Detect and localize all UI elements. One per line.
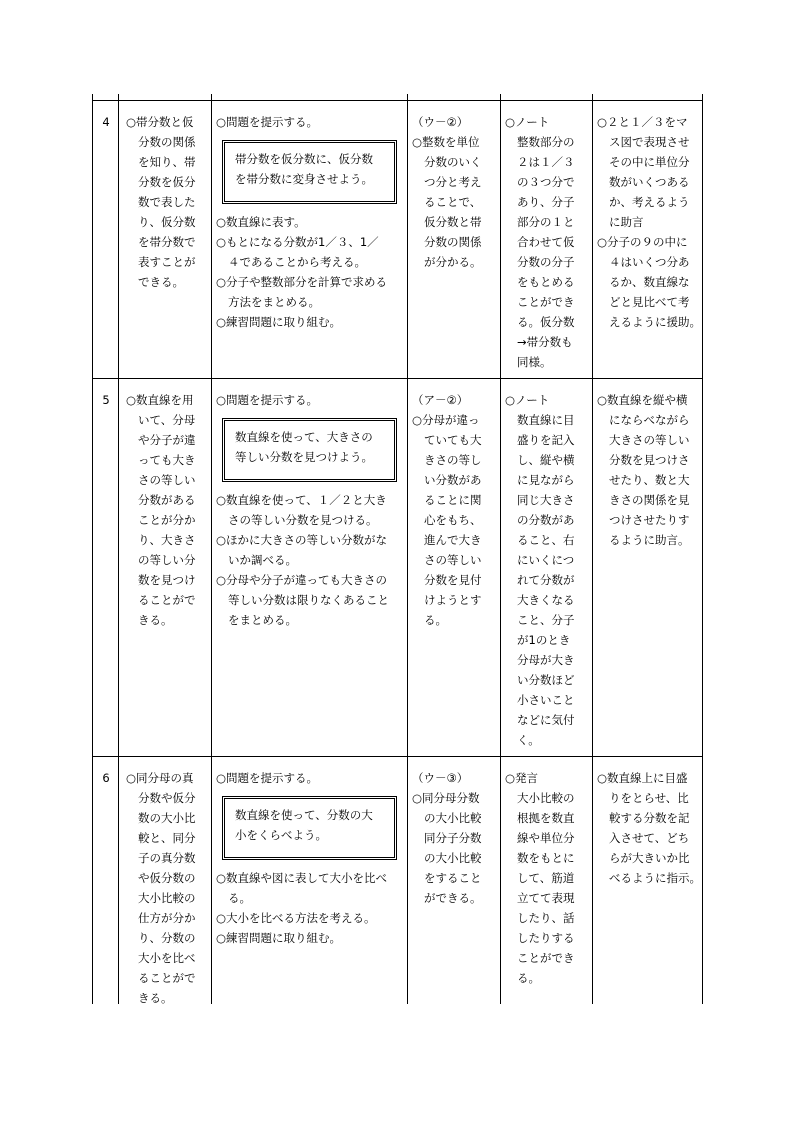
row-divider	[92, 378, 703, 379]
table-divider	[211, 94, 212, 1004]
table-divider	[500, 94, 501, 1004]
evaluation-criteria-cell: （ウ－②） ○整数を単位 分数のいく つ分と考え ることで、 仮分数と帯 分数の関係 が分かる。	[412, 115, 482, 269]
table-divider	[407, 94, 408, 1004]
evaluation-criteria-cell: （ウ－③） ○同分母分数 の大小比較 同分子分数 の大小比較 をすること ができる。	[412, 771, 482, 905]
row-number: 5	[102, 393, 110, 407]
objective-cell: ○同分母の真 分数や仮分 数の大小比 較と、同分 子の真分数 や仮分数の 大小比較の 仕方が分か り、分数の 大小を比べ ることがで きる。	[126, 771, 196, 1005]
task-box: 帯分数を仮分数に、仮分数 を帯分数に変身させよう。	[222, 140, 397, 204]
evaluation-method-cell: ○ノート 整数部分の ２は１／３ の３つ分で あり、分子 部分の１と 合わせて仮 分数の分子 をもとめる ことができ る。仮分数 →帯分数も 同様。	[505, 115, 575, 369]
table-border-right	[702, 94, 703, 1004]
table-border-left	[92, 94, 93, 1004]
row-number: 4	[102, 115, 110, 129]
evaluation-criteria-cell: （ア－②） ○分母が違っ ていても大 きさの等し い分数があ ることに関 心をもち、 進んで大き さの等しい 分数を見付 けようとす る。	[412, 393, 482, 627]
objective-cell: ○数直線を用 いて、分母 や分子が違 っても大き さの等しい 分数がある ことが分か り、大きさ の等しい分 数を見つけ ることがで きる。	[126, 393, 196, 627]
support-cell: ○数直線を縦や横 にならべながら 大きさの等しい 分数を見つけさ せたり、数と大 きさの関係を見 つけさせたりす るように助言。	[597, 393, 690, 547]
table-divider	[118, 94, 119, 1004]
row-divider	[92, 100, 703, 101]
row-number: 6	[102, 771, 110, 785]
activity-cell: ○問題を提示する。	[216, 115, 319, 129]
row-divider	[92, 756, 703, 757]
task-box: 数直線を使って、分数の大 小をくらべよう。	[222, 796, 397, 860]
evaluation-method-cell: ○ノート 数直線に目 盛りを記入 し、縦や横 に見ながら 同じ大きさ の分数があ ること、右 にいくにつ れて分数が 大きくなる こと、分子 が1のとき 分母が大き い分数ほど 小さいこと などに気付 く。	[505, 393, 575, 747]
activity-steps: ○数直線に表す。 ○もとになる分数が1／３、1／ ４であることから考える。 ○分子や整数部分を計算で求める 方法をまとめる。 ○練習問題に取り組む。	[216, 215, 388, 329]
activity-cell: ○問題を提示する。	[216, 771, 319, 785]
support-cell: ○数直線上に目盛 りをとらせ、比 較する分数を記 入させて、どち らが大きいか比 べるように指示。	[597, 771, 701, 885]
lesson-plan-table	[92, 94, 703, 1004]
evaluation-method-cell: ○発言 大小比較の 根拠を数直 線や単位分 数をもとに して、筋道 立てて表現 したり、話 したりする ことができ る。	[505, 771, 575, 985]
table-divider	[592, 94, 593, 1004]
activity-steps: ○数直線や図に表して大小を比べ る。 ○大小を比べる方法を考える。 ○練習問題に取り組む。	[216, 871, 388, 945]
activity-cell: ○問題を提示する。	[216, 393, 319, 407]
activity-steps: ○数直線を使って、１／２と大き さの等しい分数を見つける。 ○ほかに大きさの等しい分数がな いか調べる。 ○分母や分子が違っても大きさの 等しい分数は限りなくあること をまとめる。	[216, 493, 389, 627]
objective-cell: ○帯分数と仮 分数の関係 を知り、帯 分数を仮分 数で表した り、仮分数 を帯分数で 表すことが できる。	[126, 115, 196, 289]
support-cell: ○２と１／３をマ ス図で表現させ その中に単位分 数がいくつある か、考えるよう に助言 ○分子の９の中に ４はいくつ分あ るか、数直線な どと見比べて考 えるように援助。	[597, 115, 701, 329]
task-box: 数直線を使って、大きさの 等しい分数を見つけよう。	[222, 418, 397, 482]
